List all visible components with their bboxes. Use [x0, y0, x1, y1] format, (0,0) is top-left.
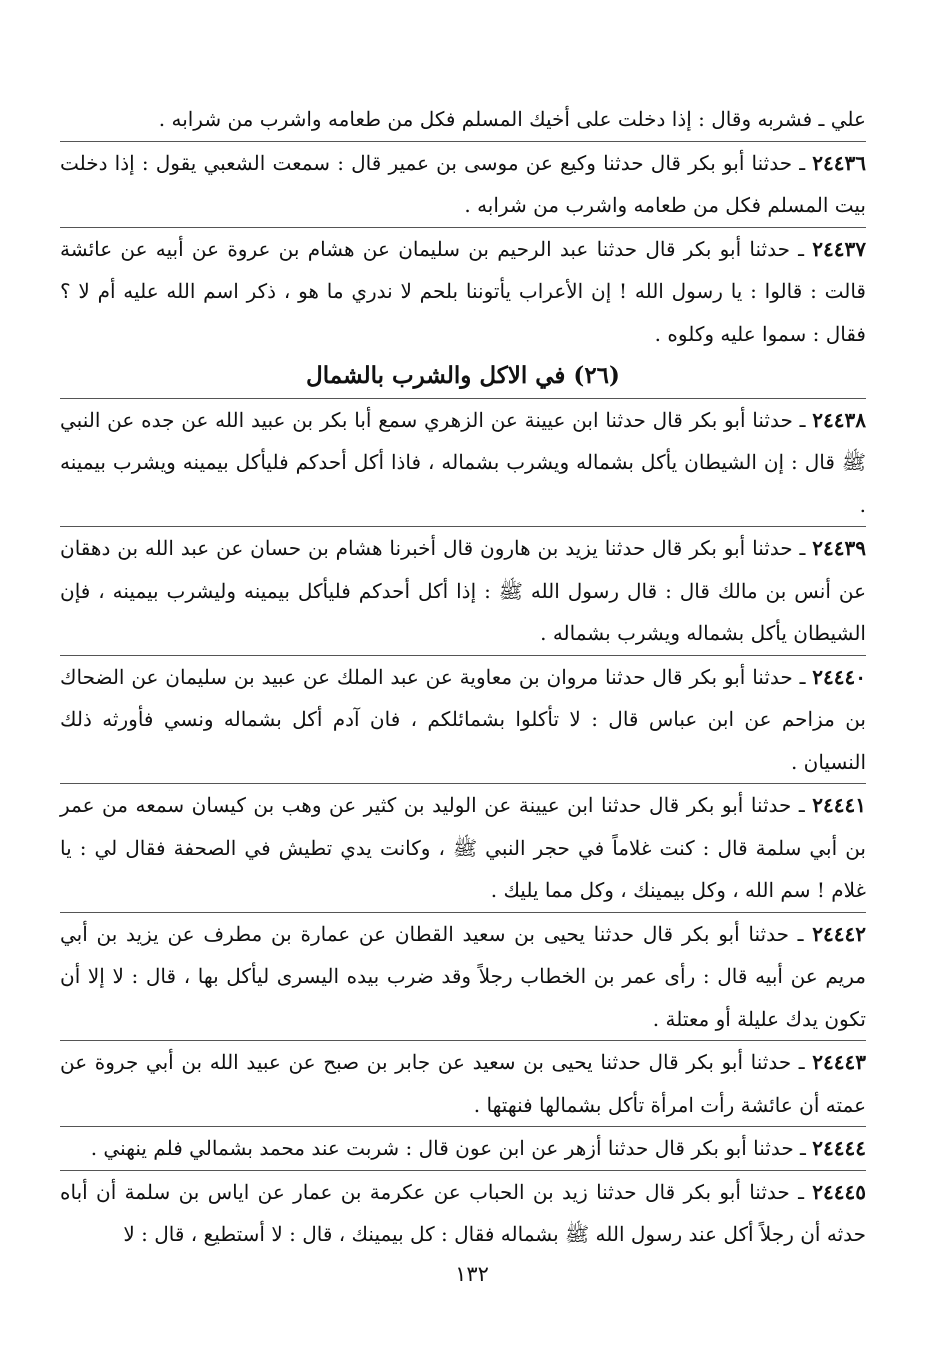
- hadith-24445: [60, 1171, 866, 1256]
- hadith-24438: [60, 399, 866, 527]
- hadith-text: ـ حدثنا أبو بكر قال حدثنا يزيد بن هارون قال أخبرنا هشام بن حسان عن عبد الله بن دهقان عن أنس بن مالك قال : قال رسول الله ﷺ : إذا أكل أحدكم فليأكل بيمينه وليشرب بيمينه ، فإن الشيطان يأكل بشماله ويشرب بشماله .: [60, 536, 866, 645]
- hadith-24437: [60, 228, 866, 356]
- hadith-24443: [60, 1041, 866, 1126]
- hadith-24440: [60, 656, 866, 784]
- hadith-text: ـ حدثنا أبو بكر قال حدثنا يحيى بن سعيد القطان عن عمارة بن مطرف عن يزيد بن أبي مريم عن أبيه قال : رأى عمر بن الخطاب رجلاً وقد ضرب بيده اليسرى ليأكل بها ، قال : لا إلا أن تكون يدك عليلة أو معتلة .: [60, 921, 866, 1031]
- hadith-text: ـ حدثنا أبو بكر قال حدثنا ابن عيينة عن الزهري سمع أبا بكر بن عبيد الله عن جده عن النبي ﷺ قال : إن الشيطان يأكل بشماله ويشرب بشماله ، فاذا أكل أحدكم فليأكل بيمينه ويشرب بيمينه .: [60, 407, 866, 517]
- hadith-number: ٢٤٤٤٥: [812, 1179, 866, 1204]
- paragraph-text: علي ـ فشربه وقال : إذا دخلت على أخيك المسلم فكل من طعامه واشرب من شرابه .: [158, 107, 866, 131]
- hadith-text: ـ حدثنا أبو بكر قال حدثنا زيد بن الحباب عن عكرمة بن عمار عن اياس بن سلمة أن أباه حدثه أن رجلاً أكل عند رسول الله ﷺ بشماله فقال : كل بيمينك ، قال : لا أستطيع ، قال : لا: [60, 1179, 866, 1246]
- hadith-text: ـ حدثنا أبو بكر قال حدثنا ابن عيينة عن الوليد بن كثير عن وهب بن كيسان سمعه من عمر بن أبي سلمة قال : كنت غلاماً في حجر النبي ﷺ ، وكانت يدي تطيش في الصحفة فقال لي : يا غلام ! سم الله ، وكل بيمينك ، وكل مما يليك .: [60, 793, 866, 902]
- page-number: ١٣٢: [455, 1262, 489, 1286]
- hadith-number: ٢٤٤٤٣: [812, 1050, 866, 1074]
- hadith-number: ٢٤٤٤١: [812, 793, 867, 817]
- page-text: [60, 98, 866, 1256]
- hadith-24444: [60, 1127, 866, 1170]
- paragraph: [60, 98, 866, 141]
- hadith-text: ـ حدثنا أبو بكر قال حدثنا عبد الرحيم بن سليمان عن هشام بن عروة عن أبيه عن عائشة قالت : قالوا : يا رسول الله ! إن الأعراب يأتوننا بلحم لا ندري ما هو ، ذكر اسم الله عليه أم لا ؟ فقال : سموا عليه وكلوه .: [60, 236, 866, 346]
- hadith-24439: [60, 527, 866, 655]
- hadith-number: ٢٤٤٣٩: [812, 536, 866, 560]
- hadith-24441: [60, 784, 866, 912]
- hadith-number: ٢٤٤٤٤: [812, 1136, 866, 1160]
- hadith-number: ٢٤٤٤٠: [812, 664, 867, 689]
- hadith-text: ـ حدثنا أبو بكر قال حدثنا يحيى بن سعيد عن جابر بن صبح عن عبيد الله بن أبي جروة عن عمته أن عائشة رأت امرأة تأكل بشمالها فنهتها .: [60, 1050, 866, 1117]
- hadith-number: ٢٤٤٣٧: [812, 236, 866, 261]
- section-heading: (٢٦) في الاكل والشرب بالشمال: [306, 362, 620, 389]
- hadith-24442: [60, 913, 866, 1041]
- hadith-text: ـ حدثنا أبو بكر قال حدثنا مروان بن معاوية عن عبد الملك عن عبيد بن سليمان عن الضحاك بن مزاحم عن ابن عباس قال : لا تأكلوا بشمائلكم ، فان آدم أكل بشماله ونسي فأورثه ذلك النسيان .: [60, 664, 866, 774]
- hadith-number: ٢٤٤٣٦: [812, 150, 866, 175]
- hadith-number: ٢٤٤٣٨: [812, 407, 867, 432]
- hadith-text: ـ حدثنا أبو بكر قال حدثنا أزهر عن ابن عون قال : شربت عند محمد بشمالي فلم ينهني .: [90, 1136, 806, 1160]
- hadith-24436: [60, 142, 866, 227]
- hadith-text: ـ حدثنا أبو بكر قال حدثنا وكيع عن موسى بن عمير قال : سمعت الشعبي يقول : إذا دخلت بيت المسلم فكل من طعامه واشرب من شرابه .: [60, 150, 866, 217]
- hadith-number: ٢٤٤٤٢: [812, 921, 866, 946]
